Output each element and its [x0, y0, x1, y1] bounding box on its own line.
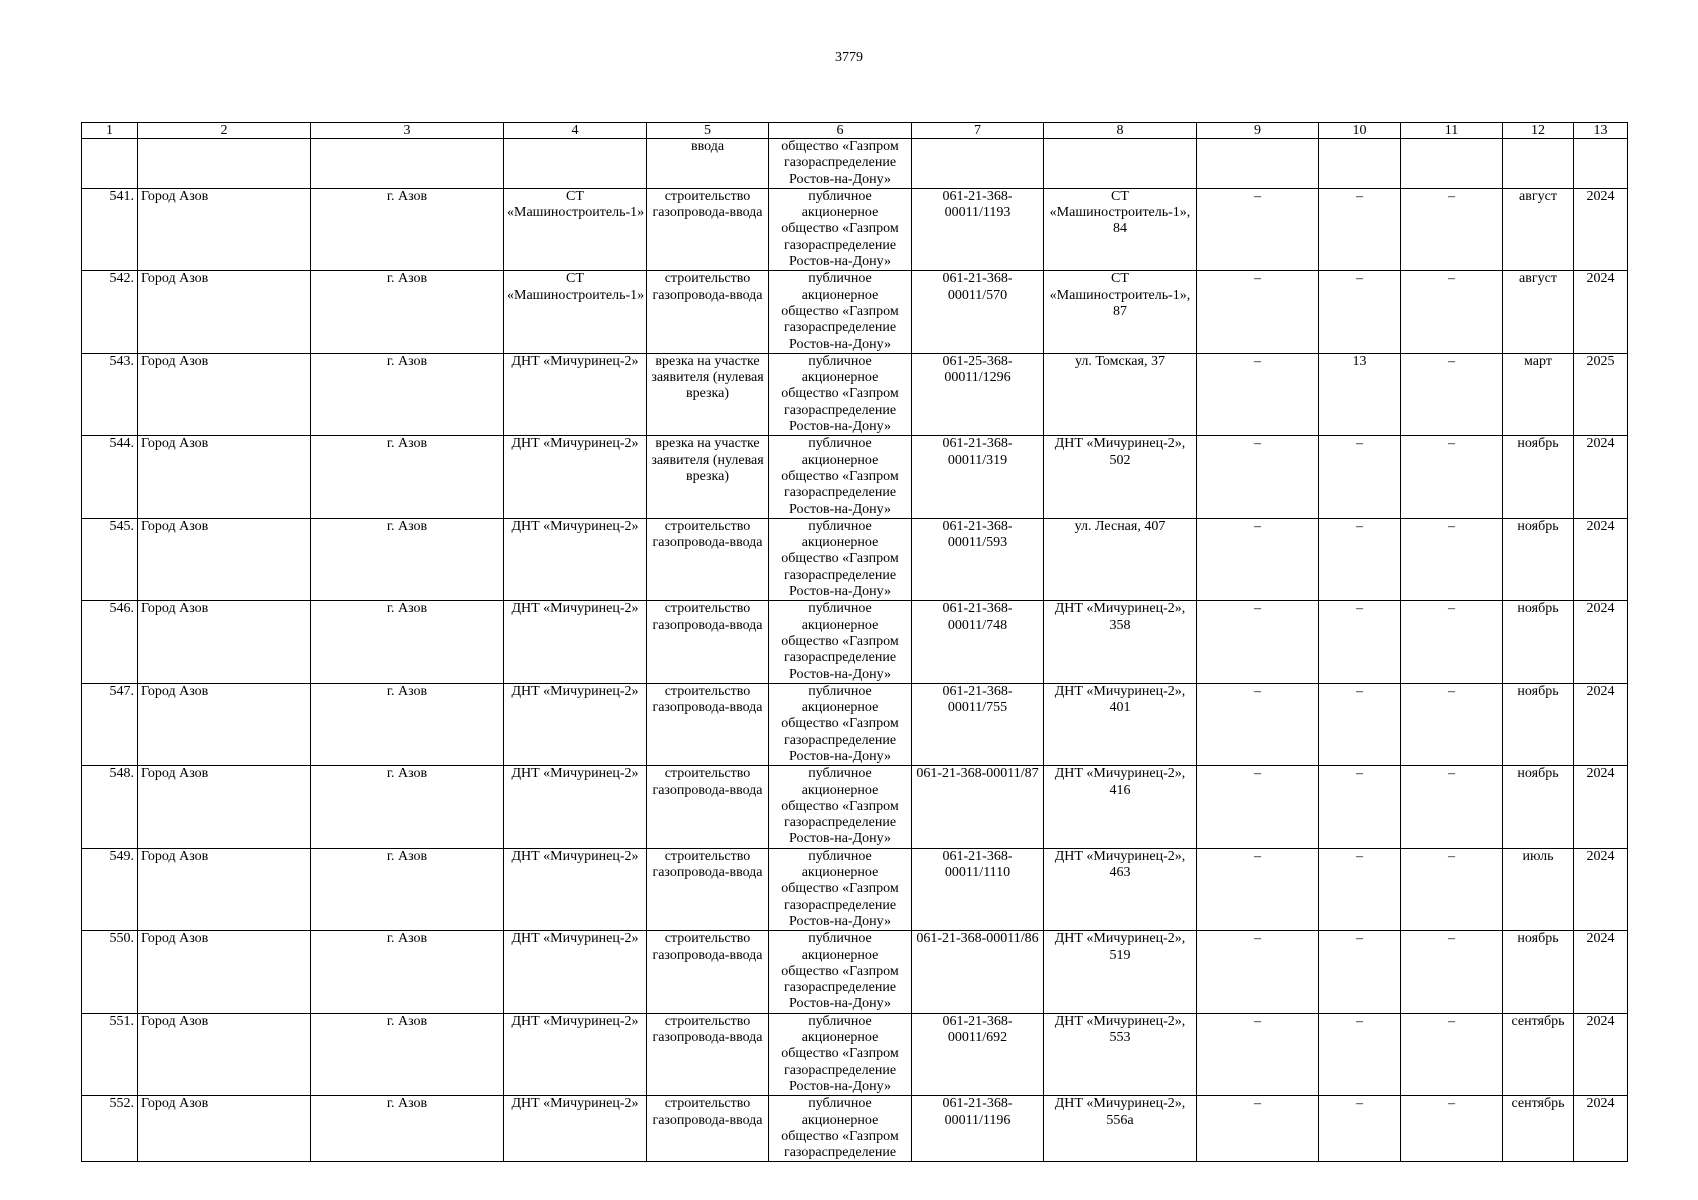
cell-year: 2024 [1574, 848, 1628, 930]
cell-col9: – [1197, 1013, 1319, 1095]
cell [504, 139, 647, 189]
cell-col10: – [1319, 931, 1401, 1013]
cell-work-type: строительство газопровода-ввода [647, 683, 769, 765]
cell-number: 548. [82, 766, 138, 848]
register-table [81, 122, 1628, 1162]
cell-snt: ДНТ «Мичуринец-2» [504, 1096, 647, 1162]
cell-col9: – [1197, 931, 1319, 1013]
cell-organization: публичное акционерное общество «Газпром газораспределение Ростов-на-Дону» [769, 271, 912, 353]
cell-month: август [1503, 271, 1574, 353]
cell-col10: – [1319, 601, 1401, 683]
cell-snt: ДНТ «Мичуринец-2» [504, 436, 647, 518]
table-row [82, 353, 1628, 435]
cell-number: 552. [82, 1096, 138, 1162]
cell-number: 551. [82, 1013, 138, 1095]
cell-col10: – [1319, 271, 1401, 353]
cell-organization: публичное акционерное общество «Газпром газораспределение Ростов-на-Дону» [769, 1013, 912, 1095]
cell-col9: – [1197, 683, 1319, 765]
cell-year: 2024 [1574, 518, 1628, 600]
cell-work-type: строительство газопровода-ввода [647, 271, 769, 353]
cell-work-type: строительство газопровода-ввода [647, 1013, 769, 1095]
cell-month: ноябрь [1503, 683, 1574, 765]
cell-settlement: г. Азов [311, 436, 504, 518]
column-header: 5 [647, 123, 769, 139]
cell [1044, 139, 1197, 189]
cell-municipality: Город Азов [138, 683, 311, 765]
cell-work-type: строительство газопровода-ввода [647, 931, 769, 1013]
table-row [82, 683, 1628, 765]
cell-month: сентябрь [1503, 1096, 1574, 1162]
cell-col9: – [1197, 271, 1319, 353]
cell-organization: публичное акционерное общество «Газпром газораспределение Ростов-на-Дону» [769, 436, 912, 518]
cell-col9: – [1197, 353, 1319, 435]
cell-col11: – [1401, 1013, 1503, 1095]
cell-document-number: 061-21-368-00011/319 [912, 436, 1044, 518]
column-header: 2 [138, 123, 311, 139]
cell [1503, 139, 1574, 189]
cell-work-type: строительство газопровода-ввода [647, 518, 769, 600]
cell-organization: публичное акционерное общество «Газпром газораспределение Ростов-на-Дону» [769, 848, 912, 930]
cell-work-type: ввода [647, 139, 769, 189]
cell-municipality: Город Азов [138, 931, 311, 1013]
cell-number: 541. [82, 188, 138, 270]
table-row [82, 1013, 1628, 1095]
column-header: 13 [1574, 123, 1628, 139]
cell-document-number: 061-21-368-00011/692 [912, 1013, 1044, 1095]
cell-snt: ДНТ «Мичуринец-2» [504, 848, 647, 930]
continuation-row [82, 139, 1628, 189]
cell-settlement: г. Азов [311, 1096, 504, 1162]
cell-work-type: строительство газопровода-ввода [647, 188, 769, 270]
cell-number: 542. [82, 271, 138, 353]
table-row [82, 766, 1628, 848]
cell-organization: публичное акционерное общество «Газпром газораспределение Ростов-на-Дону» [769, 188, 912, 270]
cell-number: 550. [82, 931, 138, 1013]
cell-col10: – [1319, 518, 1401, 600]
cell-municipality: Город Азов [138, 1013, 311, 1095]
cell-work-type: врезка на участке заявителя (нулевая врезка) [647, 436, 769, 518]
cell-document-number: 061-21-368-00011/1110 [912, 848, 1044, 930]
cell [1197, 139, 1319, 189]
cell-organization: публичное акционерное общество «Газпром газораспределение Ростов-на-Дону» [769, 683, 912, 765]
cell-col11: – [1401, 271, 1503, 353]
cell-municipality: Город Азов [138, 353, 311, 435]
cell-settlement: г. Азов [311, 601, 504, 683]
table-row [82, 188, 1628, 270]
cell-document-number: 061-25-368-00011/1296 [912, 353, 1044, 435]
cell-col11: – [1401, 766, 1503, 848]
cell-organization: общество «Газпром газораспределение Ростов-на-Дону» [769, 139, 912, 189]
column-header: 3 [311, 123, 504, 139]
cell-municipality: Город Азов [138, 518, 311, 600]
cell-col11: – [1401, 1096, 1503, 1162]
cell-work-type: строительство газопровода-ввода [647, 766, 769, 848]
table-row [82, 931, 1628, 1013]
cell-organization: публичное акционерное общество «Газпром газораспределение Ростов-на-Дону» [769, 766, 912, 848]
cell-snt: ДНТ «Мичуринец-2» [504, 601, 647, 683]
cell [311, 139, 504, 189]
cell-municipality: Город Азов [138, 848, 311, 930]
table-row [82, 436, 1628, 518]
page-number: 3779 [835, 50, 863, 65]
cell-work-type: врезка на участке заявителя (нулевая врезка) [647, 353, 769, 435]
cell-address: ДНТ «Мичуринец-2», 401 [1044, 683, 1197, 765]
cell-number: 549. [82, 848, 138, 930]
cell-col11: – [1401, 518, 1503, 600]
cell-snt: ДНТ «Мичуринец-2» [504, 931, 647, 1013]
cell-year: 2024 [1574, 1096, 1628, 1162]
cell-document-number: 061-21-368-00011/748 [912, 601, 1044, 683]
cell-address: ДНТ «Мичуринец-2», 556а [1044, 1096, 1197, 1162]
cell-settlement: г. Азов [311, 683, 504, 765]
cell-col9: – [1197, 848, 1319, 930]
cell-organization: публичное акционерное общество «Газпром газораспределение Ростов-на-Дону» [769, 931, 912, 1013]
cell-settlement: г. Азов [311, 353, 504, 435]
cell-settlement: г. Азов [311, 271, 504, 353]
cell-address: СТ «Машиностроитель-1», 87 [1044, 271, 1197, 353]
table-row [82, 848, 1628, 930]
cell-month: август [1503, 188, 1574, 270]
cell-settlement: г. Азов [311, 1013, 504, 1095]
cell-year: 2024 [1574, 436, 1628, 518]
cell-snt: ДНТ «Мичуринец-2» [504, 353, 647, 435]
cell-document-number: 061-21-368-00011/1196 [912, 1096, 1044, 1162]
cell-month: ноябрь [1503, 931, 1574, 1013]
column-header: 1 [82, 123, 138, 139]
cell-year: 2024 [1574, 1013, 1628, 1095]
table-row [82, 518, 1628, 600]
table-row [82, 1096, 1628, 1162]
cell-number: 545. [82, 518, 138, 600]
cell-month: ноябрь [1503, 766, 1574, 848]
cell-col11: – [1401, 436, 1503, 518]
cell-municipality: Город Азов [138, 601, 311, 683]
cell-col10: – [1319, 683, 1401, 765]
cell-document-number: 061-21-368-00011/593 [912, 518, 1044, 600]
cell-document-number: 061-21-368-00011/755 [912, 683, 1044, 765]
cell-document-number: 061-21-368-00011/86 [912, 931, 1044, 1013]
cell-work-type: строительство газопровода-ввода [647, 848, 769, 930]
cell-address: СТ «Машиностроитель-1», 84 [1044, 188, 1197, 270]
cell [82, 139, 138, 189]
cell-address: ДНТ «Мичуринец-2», 502 [1044, 436, 1197, 518]
cell-col11: – [1401, 848, 1503, 930]
cell-municipality: Город Азов [138, 766, 311, 848]
cell-year: 2024 [1574, 601, 1628, 683]
cell-organization: публичное акционерное общество «Газпром газораспределение Ростов-на-Дону» [769, 353, 912, 435]
cell-col9: – [1197, 188, 1319, 270]
cell-year: 2024 [1574, 683, 1628, 765]
cell-address: ул. Лесная, 407 [1044, 518, 1197, 600]
cell-col10: – [1319, 188, 1401, 270]
cell [1574, 139, 1628, 189]
cell-month: ноябрь [1503, 436, 1574, 518]
cell-work-type: строительство газопровода-ввода [647, 601, 769, 683]
cell-document-number: 061-21-368-00011/1193 [912, 188, 1044, 270]
cell-col10: – [1319, 848, 1401, 930]
cell-snt: ДНТ «Мичуринец-2» [504, 766, 647, 848]
column-header: 12 [1503, 123, 1574, 139]
cell-col11: – [1401, 931, 1503, 1013]
cell-settlement: г. Азов [311, 518, 504, 600]
cell-col10: – [1319, 766, 1401, 848]
cell-month: июль [1503, 848, 1574, 930]
cell-settlement: г. Азов [311, 188, 504, 270]
cell-year: 2024 [1574, 188, 1628, 270]
cell [912, 139, 1044, 189]
column-header: 10 [1319, 123, 1401, 139]
cell-number: 543. [82, 353, 138, 435]
cell-settlement: г. Азов [311, 848, 504, 930]
cell-organization: публичное акционерное общество «Газпром газораспределение [769, 1096, 912, 1162]
cell [138, 139, 311, 189]
cell-col10: – [1319, 1013, 1401, 1095]
cell [1319, 139, 1401, 189]
cell-settlement: г. Азов [311, 931, 504, 1013]
cell-col10: – [1319, 436, 1401, 518]
cell-col9: – [1197, 436, 1319, 518]
cell-organization: публичное акционерное общество «Газпром газораспределение Ростов-на-Дону» [769, 601, 912, 683]
cell-address: ДНТ «Мичуринец-2», 463 [1044, 848, 1197, 930]
cell-col9: – [1197, 766, 1319, 848]
cell-col9: – [1197, 1096, 1319, 1162]
cell-municipality: Город Азов [138, 1096, 311, 1162]
cell-col9: – [1197, 518, 1319, 600]
cell-number: 546. [82, 601, 138, 683]
column-header: 8 [1044, 123, 1197, 139]
column-header: 7 [912, 123, 1044, 139]
cell-year: 2025 [1574, 353, 1628, 435]
cell-year: 2024 [1574, 766, 1628, 848]
cell-col10: – [1319, 1096, 1401, 1162]
cell-col11: – [1401, 188, 1503, 270]
cell-snt: ДНТ «Мичуринец-2» [504, 518, 647, 600]
cell-col11: – [1401, 353, 1503, 435]
cell-col11: – [1401, 683, 1503, 765]
cell-year: 2024 [1574, 931, 1628, 1013]
cell-document-number: 061-21-368-00011/570 [912, 271, 1044, 353]
cell-organization: публичное акционерное общество «Газпром газораспределение Ростов-на-Дону» [769, 518, 912, 600]
cell-snt: СТ «Машиностроитель-1» [504, 271, 647, 353]
table-row [82, 601, 1628, 683]
cell-number: 547. [82, 683, 138, 765]
cell-col11: – [1401, 601, 1503, 683]
header-row [82, 123, 1628, 139]
cell-address: ДНТ «Мичуринец-2», 358 [1044, 601, 1197, 683]
cell-month: ноябрь [1503, 601, 1574, 683]
cell-col10: 13 [1319, 353, 1401, 435]
cell-document-number: 061-21-368-00011/87 [912, 766, 1044, 848]
column-header: 11 [1401, 123, 1503, 139]
cell-address: ДНТ «Мичуринец-2», 416 [1044, 766, 1197, 848]
cell-settlement: г. Азов [311, 766, 504, 848]
cell-snt: ДНТ «Мичуринец-2» [504, 1013, 647, 1095]
column-header: 9 [1197, 123, 1319, 139]
cell-work-type: строительство газопровода-ввода [647, 1096, 769, 1162]
cell-municipality: Город Азов [138, 271, 311, 353]
cell-month: сентябрь [1503, 1013, 1574, 1095]
cell-municipality: Город Азов [138, 436, 311, 518]
cell-month: март [1503, 353, 1574, 435]
cell-municipality: Город Азов [138, 188, 311, 270]
cell-snt: СТ «Машиностроитель-1» [504, 188, 647, 270]
cell-col9: – [1197, 601, 1319, 683]
cell-number: 544. [82, 436, 138, 518]
column-header: 6 [769, 123, 912, 139]
cell [1401, 139, 1503, 189]
cell-address: ул. Томская, 37 [1044, 353, 1197, 435]
table-row [82, 271, 1628, 353]
cell-snt: ДНТ «Мичуринец-2» [504, 683, 647, 765]
cell-year: 2024 [1574, 271, 1628, 353]
column-header: 4 [504, 123, 647, 139]
cell-address: ДНТ «Мичуринец-2», 519 [1044, 931, 1197, 1013]
cell-month: ноябрь [1503, 518, 1574, 600]
cell-address: ДНТ «Мичуринец-2», 553 [1044, 1013, 1197, 1095]
